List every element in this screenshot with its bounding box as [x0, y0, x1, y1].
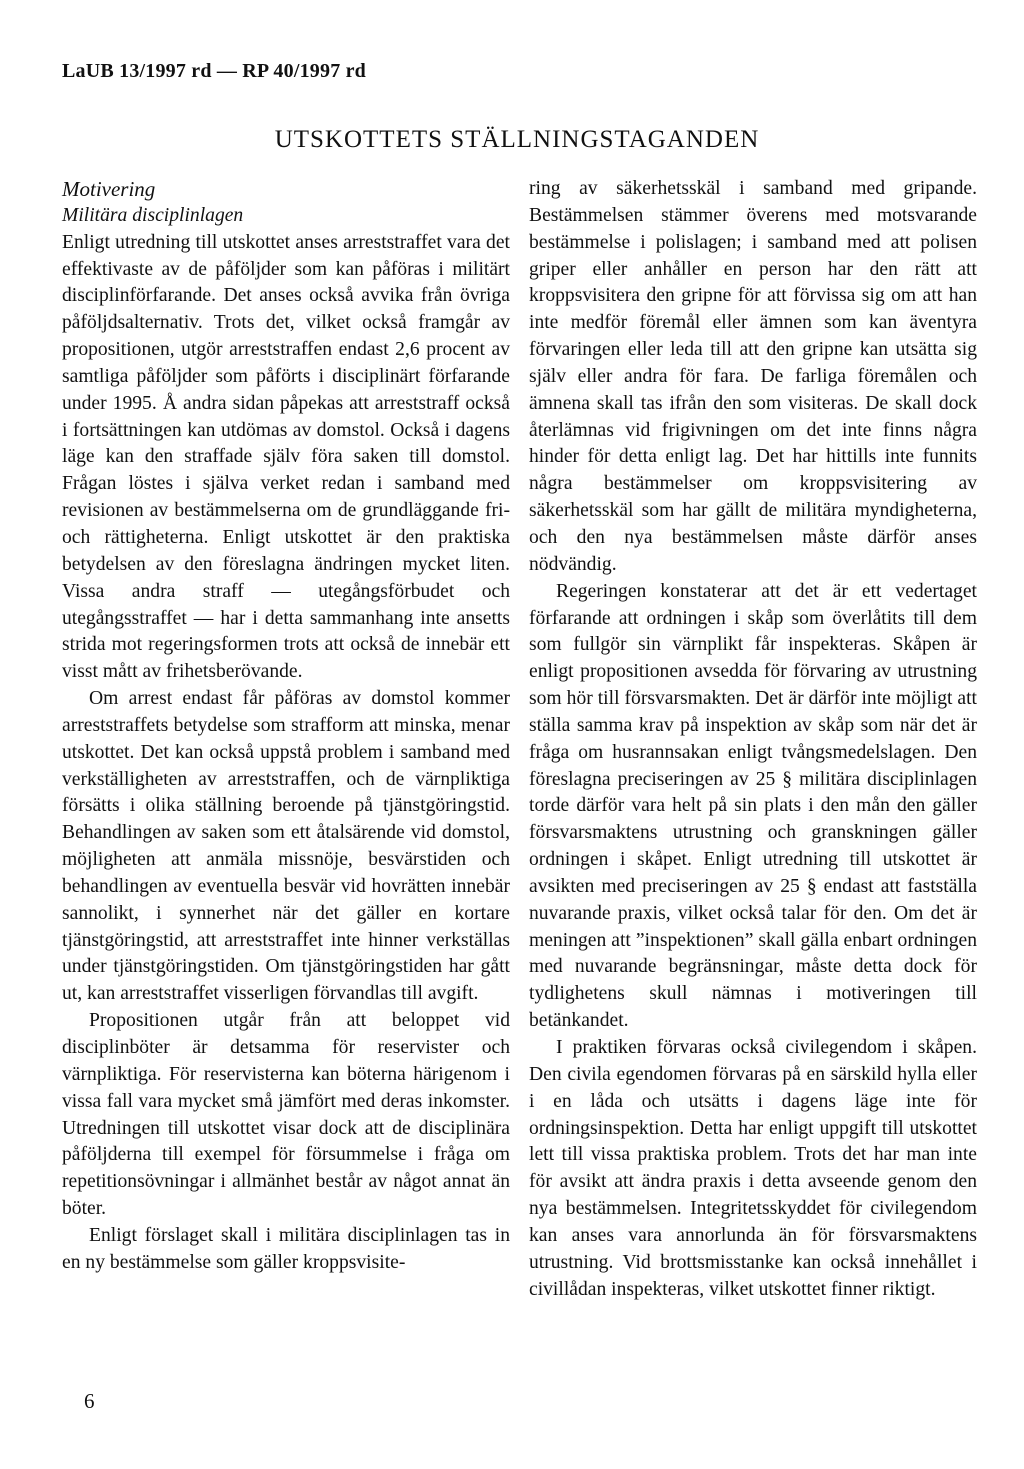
paragraph: Regeringen konstaterar att det är ett vedertaget förfarande att ordningen i skåp som överlåtits till dem som fullgör sin värnplikt får inspekteras. Skåpen är enligt propositionen avsedda för förvaring av utrustning som hör till försvarsmakten. Det är därför inte möjligt att ställa samma krav på inspektion av skåp som när det är fråga om husrannsakan enligt tvångsmedelslagen. Den föreslagna preciseringen av 25 § militära disciplinlagen torde därför vara helt på sin plats i den mån den gäller försvarsmaktens utrustning och granskningen gäller ordningen i skåpet. Enligt utredning till utskottet är avsikten med preciseringen av 25 § endast att fastställa nuvarande praxis, vilket också talar för den. Om det är meningen att ”inspektionen” skall gälla enbart ordningen med nuvarande begränsningar, måste detta dock för tydlighetens skull nämnas i motiveringen till betänkandet. — [529, 580, 977, 1032]
paragraph: I praktiken förvaras också civilegendom i skåpen. Den civila egendomen förvaras på en särskild hylla eller i en låda och utsätts i dagens läge inte för ordningsinspektion. Detta har enligt uppgift till utskottet lett till vissa praktiska problem. Trots det har man inte för avsikt att ändra praxis i detta avseende genom den nya bestämmelsen. Integritetsskyddet för civilegendom kan anses vara annorlunda än för försvarsmaktens utrustning. Vid brottsmisstanke kan också innehållet i civillådan inspekteras, vilket utskottet finner riktigt. — [529, 1037, 977, 1300]
paragraph: Om arrest endast får påföras av domstol kommer arreststraffets betydelse som strafform att minska, menar utskottet. Det kan också uppstå problem i samband med verkställigheten av arreststraffen, och de värnpliktiga försätts i olika ställning beroende på tjänstgöringstid. Behandlingen av saken som ett åtalsärende vid domstol, möjligheten att anmäla missnöje, besvärstiden och behandlingen av eventuella besvär vid hovrätten innebär sannolikt, i synnerhet när det gäller en kortare tjänstgöringstid, att arreststraffet inte hinner verkställas under tjänstgöringstiden. Om tjänstgöringstiden har gått ut, kan arreststraffet visserligen förvandlas till avgift. — [62, 688, 510, 1005]
subheading-militara-disciplinlagen: Militära disciplinlagen — [62, 204, 244, 226]
paragraph: Enligt utredning till utskottet anses arreststraffet vara det effektivaste av de påföljder som kan påföras i militärt disciplinförfarande. Det anses också avvika från övriga påföljdsalternativ. Trots det, vilket också framgår av propositionen, utgör arreststraffen endast 2,6 procent av samtliga påföljder som påförts i disciplinärt förfarande under 1995. Å andra sidan påpekas att arreststraff också i fortsättningen kan utdömas av domstol. Också i dagens läge kan den straffade själv föra saken till domstol. Frågan löstes i själva verket redan i samband med revisionen av bestämmelserna om de grundläggande fri- och rättigheterna. Enligt utskottet är den praktiska betydelsen av den föreslagna ändringen mycket liten. Vissa andra straff — utegångsförbudet och utegångsstraffet — har i detta sammanhang inte ansetts strida mot regeringsformen trots att också de innebär ett visst mått av frihetsberövande. — [62, 231, 510, 683]
paragraph: Propositionen utgår från att beloppet vid disciplinböter är detsamma för reservister och värnpliktiga. För reservisterna kan böterna härigenom i vissa fall vara mycket små jämfört med deras inkomster. Utredningen till utskottet visar dock att de disciplinära påföljderna till exempel för försummelse i fråga om repetitionsövningar i allmänhet består av något annat än böter. — [62, 1010, 510, 1220]
left-column — [62, 176, 510, 1277]
paragraph: ring av säkerhetsskäl i samband med gripande. Bestämmelsen stämmer överens med motsvarande bestämmelse i polislagen; i samband med att polisen griper eller anhåller en person har den rätt att kroppsvisitera den gripne för att förvissa sig om att han inte medför föremål eller ämnen som kan äventyra förvaringen eller leda till att den gripne kan utsätta sig själv eller andra för fara. De farliga föremålen och ämnena skall tas ifrån den som visiteras. De skall dock återlämnas vid frigivningen om det inte finns några hinder för detta enligt lag. Det har hittills inte funnits några bestämmelser om kroppsvisitering av säkerhetsskäl som har gällt de militära myndigheterna, och den nya bestämmelsen måste därför anses nödvändig. — [529, 178, 977, 575]
right-column — [529, 176, 977, 1303]
page-number: 6 — [84, 1389, 95, 1413]
paragraph: Enligt förslaget skall i militära disciplinlagen tas in en ny bestämmelse som gäller kroppsvisite- — [62, 1224, 510, 1273]
heading-motivering: Motivering — [62, 177, 156, 201]
section-title: UTSKOTTETS STÄLLNINGSTAGANDEN — [274, 126, 760, 153]
running-head: LaUB 13/1997 rd — RP 40/1997 rd — [62, 60, 366, 82]
